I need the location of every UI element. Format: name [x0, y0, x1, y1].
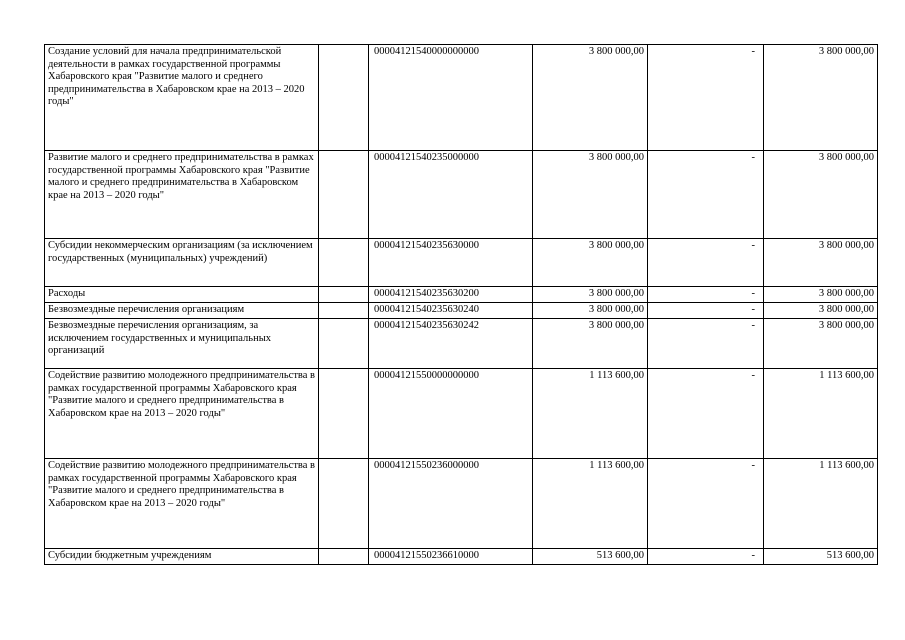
row-executed-amount: -	[648, 549, 764, 565]
table-row	[45, 369, 878, 459]
row-plan-amount: 3 800 000,00	[533, 287, 648, 303]
row-plan-amount: 3 800 000,00	[533, 151, 648, 239]
row-code: 00004121540235630240	[369, 303, 533, 319]
row-name: Субсидии бюджетным учреждениям	[45, 549, 319, 565]
row-plan-amount: 1 113 600,00	[533, 459, 648, 549]
row-plan-amount: 1 113 600,00	[533, 369, 648, 459]
table-row	[45, 287, 878, 303]
table-row	[45, 151, 878, 239]
row-remaining-amount: 3 800 000,00	[764, 151, 878, 239]
row-code: 00004121540235630242	[369, 319, 533, 369]
row-remaining-amount: 1 113 600,00	[764, 369, 878, 459]
table-row	[45, 319, 878, 369]
table-row	[45, 549, 878, 565]
row-empty-cell	[319, 319, 369, 369]
row-remaining-amount: 3 800 000,00	[764, 303, 878, 319]
row-remaining-amount: 3 800 000,00	[764, 287, 878, 303]
table-row	[45, 239, 878, 287]
row-name: Расходы	[45, 287, 319, 303]
row-code: 00004121540235630000	[369, 239, 533, 287]
budget-table-body	[45, 45, 878, 565]
row-executed-amount: -	[648, 45, 764, 151]
table-row	[45, 303, 878, 319]
row-name: Безвозмездные перечисления организациям, за исключением государственных и муниципальных организаций	[45, 319, 319, 369]
row-plan-amount: 3 800 000,00	[533, 303, 648, 319]
row-name: Безвозмездные перечисления организациям	[45, 303, 319, 319]
row-code: 00004121550236000000	[369, 459, 533, 549]
row-remaining-amount: 3 800 000,00	[764, 319, 878, 369]
row-code: 00004121540235000000	[369, 151, 533, 239]
row-code: 00004121550000000000	[369, 369, 533, 459]
row-executed-amount: -	[648, 303, 764, 319]
budget-table	[44, 44, 878, 565]
row-remaining-amount: 3 800 000,00	[764, 239, 878, 287]
row-plan-amount: 3 800 000,00	[533, 45, 648, 151]
row-remaining-amount: 513 600,00	[764, 549, 878, 565]
row-empty-cell	[319, 45, 369, 151]
row-name: Содействие развитию молодежного предпринимательства в рамках государственной программы Хабаровского края "Развитие малого и среднего предпринимательства в Хабаровском крае на 2013 – 2020 годы"	[45, 369, 319, 459]
row-empty-cell	[319, 151, 369, 239]
row-empty-cell	[319, 239, 369, 287]
row-executed-amount: -	[648, 239, 764, 287]
row-executed-amount: -	[648, 287, 764, 303]
row-code: 00004121550236610000	[369, 549, 533, 565]
row-empty-cell	[319, 303, 369, 319]
table-row	[45, 45, 878, 151]
row-empty-cell	[319, 459, 369, 549]
row-code: 00004121540235630200	[369, 287, 533, 303]
table-row	[45, 459, 878, 549]
row-name: Субсидии некоммерческим организациям (за исключением государственных (муниципальных) учреждений)	[45, 239, 319, 287]
row-empty-cell	[319, 369, 369, 459]
row-plan-amount: 3 800 000,00	[533, 239, 648, 287]
row-empty-cell	[319, 287, 369, 303]
row-executed-amount: -	[648, 319, 764, 369]
row-executed-amount: -	[648, 151, 764, 239]
row-code: 00004121540000000000	[369, 45, 533, 151]
row-name: Содействие развитию молодежного предпринимательства в рамках государственной программы Хабаровского края "Развитие малого и среднего предпринимательства в Хабаровском крае на 2013 – 2020 годы"	[45, 459, 319, 549]
row-executed-amount: -	[648, 369, 764, 459]
row-remaining-amount: 1 113 600,00	[764, 459, 878, 549]
row-executed-amount: -	[648, 459, 764, 549]
row-plan-amount: 513 600,00	[533, 549, 648, 565]
row-name: Создание условий для начала предпринимательской деятельности в рамках государственной программы Хабаровского края "Развитие малого и среднего предпринимательства в Хабаровском крае на 2013 – 2020 годы"	[45, 45, 319, 151]
row-empty-cell	[319, 549, 369, 565]
row-plan-amount: 3 800 000,00	[533, 319, 648, 369]
row-remaining-amount: 3 800 000,00	[764, 45, 878, 151]
row-name: Развитие малого и среднего предпринимательства в рамках государственной программы Хабаровского края "Развитие малого и среднего предпринимательства в Хабаровском крае на 2013 – 2020 годы"	[45, 151, 319, 239]
